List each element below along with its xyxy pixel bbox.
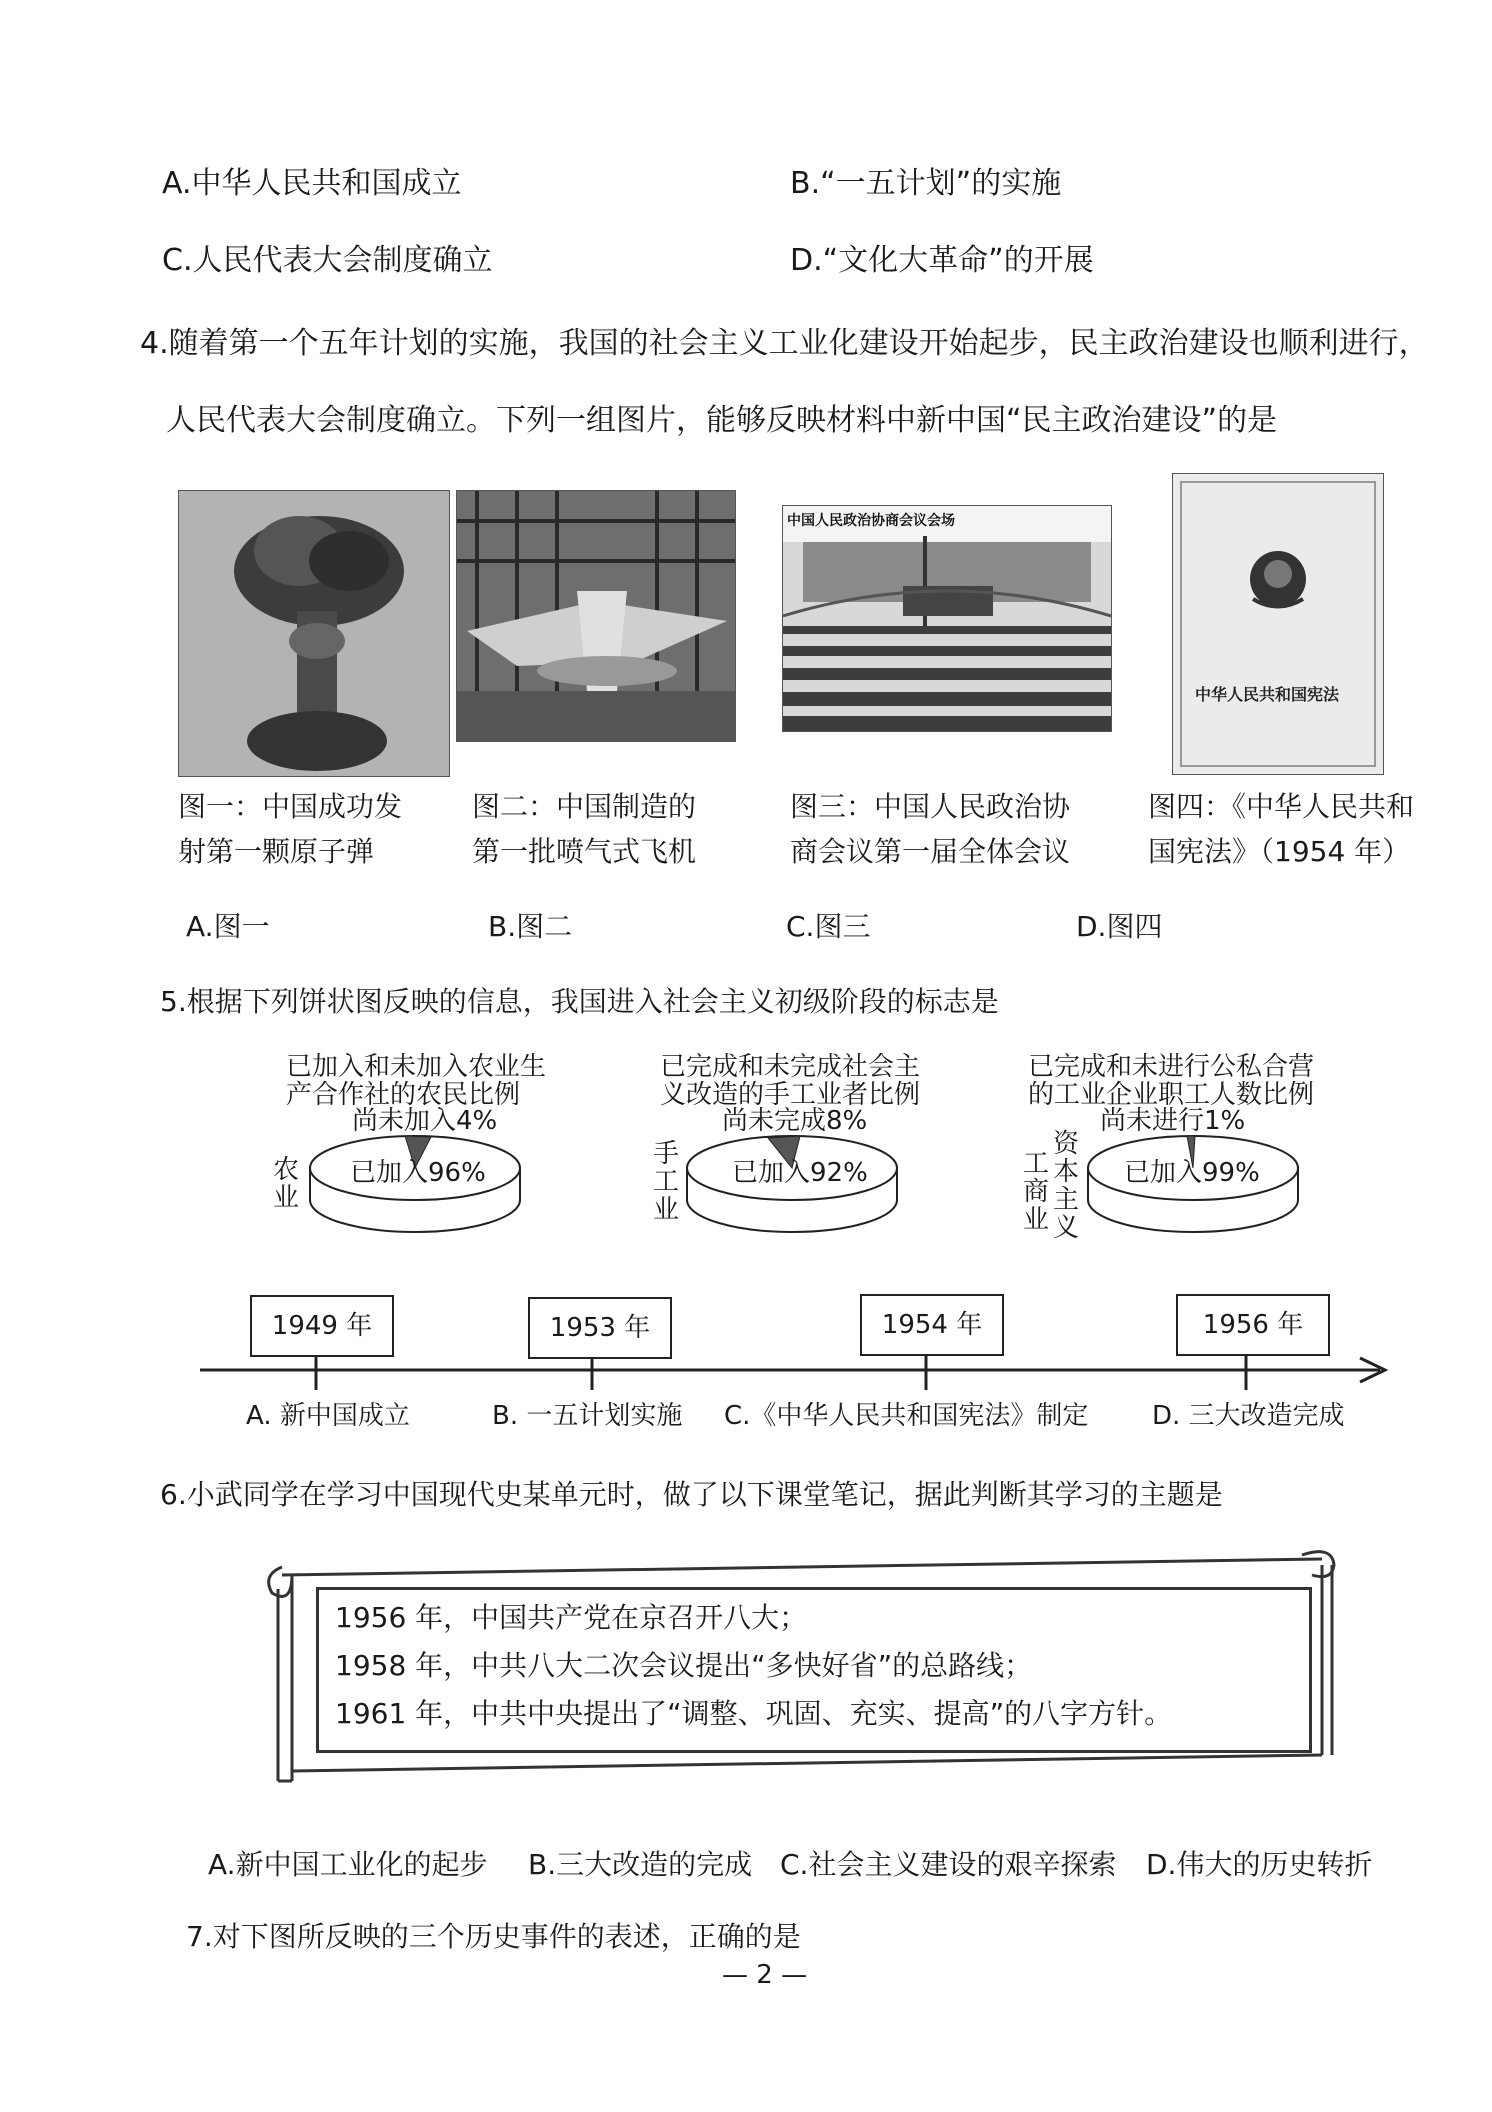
pie1-major-label: 已加入96% — [350, 1158, 486, 1188]
timeline-label-b: B. 一五计划实施 — [492, 1401, 683, 1431]
q3-option-b: B.“一五计划”的实施 — [790, 166, 1062, 201]
pie1-title-line2: 产合作社的农民比例 — [286, 1080, 521, 1110]
year-box-1954: 1954 年 — [860, 1294, 1004, 1356]
pie3-side-label-b: 工商业 — [1022, 1149, 1049, 1235]
photo3-banner-text: 中国人民政治协商会议会场 — [787, 513, 955, 529]
note-line-2: 1958 年，中共八大二次会议提出“多快好省”的总路线； — [335, 1649, 1033, 1682]
pie2-title-line2: 义改造的手工业者比例 — [660, 1080, 921, 1110]
q4-option-a: A.图一 — [186, 910, 270, 943]
constitution-cover-title: 中华人民共和国宪法 — [1195, 685, 1340, 704]
pie1-minor-label: 尚未加入4% — [352, 1106, 498, 1136]
q6-stem: 6.小武同学在学习中国现代史某单元时，做了以下课堂笔记，据此判断其学习的主题是 — [160, 1478, 1223, 1511]
pie3-side-label-a: 资本主义 — [1052, 1129, 1079, 1243]
year-box-1956: 1956 年 — [1176, 1294, 1330, 1356]
timeline-label-a: A. 新中国成立 — [246, 1401, 410, 1431]
year-box-1953: 1953 年 — [528, 1297, 672, 1359]
pie2-side-label: 手工业 — [652, 1139, 679, 1225]
page-number: — 2 — — [722, 1960, 808, 1990]
q4-option-c: C.图三 — [786, 910, 871, 943]
photo-jet-aircraft — [456, 490, 736, 742]
q4-option-d: D.图四 — [1076, 910, 1163, 943]
note-line-3: 1961 年，中共中央提出了“调整、巩固、充实、提高”的八字方针。 — [335, 1697, 1173, 1730]
pie3-title-line1: 已完成和未进行公私合营 — [1028, 1052, 1315, 1082]
pie3-title-line2: 的工业企业职工人数比例 — [1028, 1080, 1315, 1110]
pie2-title-line1: 已完成和未完成社会主 — [660, 1052, 921, 1082]
q3-option-c: C.人民代表大会制度确立 — [162, 243, 493, 278]
photo-atomic-bomb — [178, 490, 450, 777]
photo-constitution-cover — [1172, 473, 1384, 775]
photo-cppcc-meeting — [782, 505, 1112, 732]
q5-stem: 5.根据下列饼状图反映的信息，我国进入社会主义初级阶段的标志是 — [160, 985, 999, 1018]
pie1-side-label: 农业 — [272, 1155, 299, 1213]
pie3-major-label: 已加入99% — [1124, 1158, 1260, 1188]
q7-stem: 7.对下图所反映的三个历史事件的表述，正确的是 — [186, 1920, 801, 1953]
caption-1-line1: 图一：中国成功发 — [178, 790, 403, 823]
pie1-title-line1: 已加入和未加入农业生 — [286, 1052, 547, 1082]
q3-option-d: D.“文化大革命”的开展 — [790, 243, 1094, 278]
caption-2-line2: 第一批喷气式飞机 — [472, 835, 697, 868]
pie2-major-label: 已加入92% — [732, 1158, 868, 1188]
q4-stem-line2: 人民代表大会制度确立。下列一组图片，能够反映材料中新中国“民主政治建设”的是 — [166, 403, 1278, 438]
q4-stem-line1: 4.随着第一个五年计划的实施，我国的社会主义工业化建设开始起步，民主政治建设也顺利进行， — [140, 326, 1429, 361]
caption-4-line1: 图四：《中华人民共和 — [1148, 790, 1415, 823]
q6-option-a: A.新中国工业化的起步 — [208, 1848, 488, 1881]
caption-3-line1: 图三：中国人民政治协 — [790, 790, 1071, 823]
caption-3-line2: 商会议第一届全体会议 — [790, 835, 1071, 868]
year-box-1949: 1949 年 — [250, 1295, 394, 1357]
q6-option-b: B.三大改造的完成 — [528, 1848, 753, 1881]
pie3-minor-label: 尚未进行1% — [1100, 1106, 1246, 1136]
note-line-1: 1956 年，中国共产党在京召开八大； — [335, 1601, 808, 1634]
q3-option-a: A.中华人民共和国成立 — [162, 166, 462, 201]
caption-1-line2: 射第一颗原子弹 — [178, 835, 375, 868]
caption-2-line1: 图二：中国制造的 — [472, 790, 697, 823]
pie2-minor-label: 尚未完成8% — [722, 1106, 868, 1136]
q4-option-b: B.图二 — [488, 910, 573, 943]
timeline-label-c: C.《中华人民共和国宪法》制定 — [724, 1401, 1089, 1431]
caption-4-line2: 国宪法》（1954 年） — [1148, 835, 1411, 868]
timeline-label-d: D. 三大改造完成 — [1152, 1401, 1345, 1431]
q6-option-c: C.社会主义建设的艰辛探索 — [780, 1848, 1117, 1881]
q6-option-d: D.伟大的历史转折 — [1146, 1848, 1373, 1881]
